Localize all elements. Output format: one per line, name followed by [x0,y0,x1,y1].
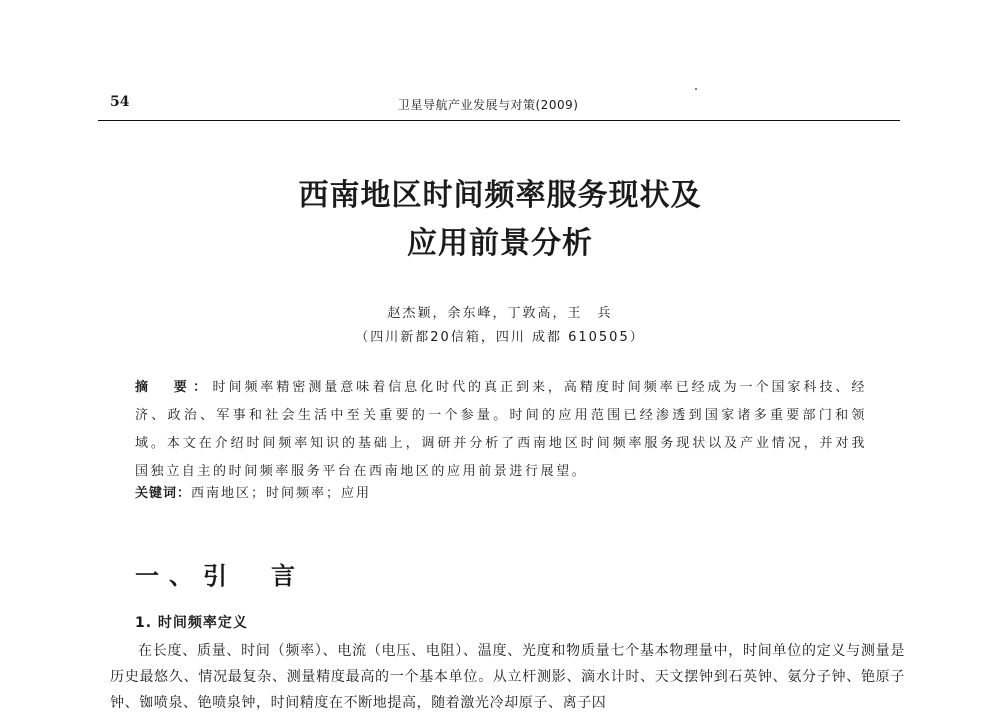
abstract-label: 摘 要： [135,380,213,395]
section-heading: 一、引 言 [135,562,305,590]
keywords-label: 关键词： [135,486,192,501]
running-head: 卫星导航产业发展与对策(2009) [398,98,579,112]
header-rule [98,120,900,121]
abstract-text: 时间频率精密测量意味着信息化时代的真正到来，高精度时间频率已经成为一个国家科技、经济、政治、军事和社会生活中至关重要的一个参量。时间的应用范围已经渗透到国家诸多重要部门和领域。本文在介绍时间频率知识的基础上，调研并分析了西南地区时间频率服务现状以及产业情况，并对我国独立自主的时间频率服务平台在西南地区的应用前景进行展望。 [135,380,867,479]
keywords [135,482,867,501]
article-title [150,172,850,268]
body-paragraph: 在长度、质量、时间（频率）、电流（电压、电阻）、温度、光度和物质量七个基本物理量中，时间单位的定义与测量是历史最悠久、情况最复杂、测量精度最高的一个基本单位。从立杆测影、滴水计时、天文摆钟到石英钟、氨分子钟、铯原子钟、铷喷泉、铯喷泉钟，时间精度在不断地提高，随着激光冷却原子、离子囚 [110,643,905,711]
abstract [135,374,867,486]
page-number: 54 [110,94,130,110]
title-line-2: 应用前景分析 [407,226,593,261]
title-line-1: 西南地区时间频率服务现状及 [298,178,702,213]
keywords-text: 西南地区；时间频率；应用 [191,486,372,501]
author-affiliation: （四川新都20信箱，四川 成都 610505） [355,330,645,345]
scan-speck [695,88,697,90]
author-list: 赵杰颖，余东峰，丁敦高，王 兵 [387,306,613,321]
page-header [98,94,900,116]
subsection-heading: 1. 时间频率定义 [135,615,248,631]
